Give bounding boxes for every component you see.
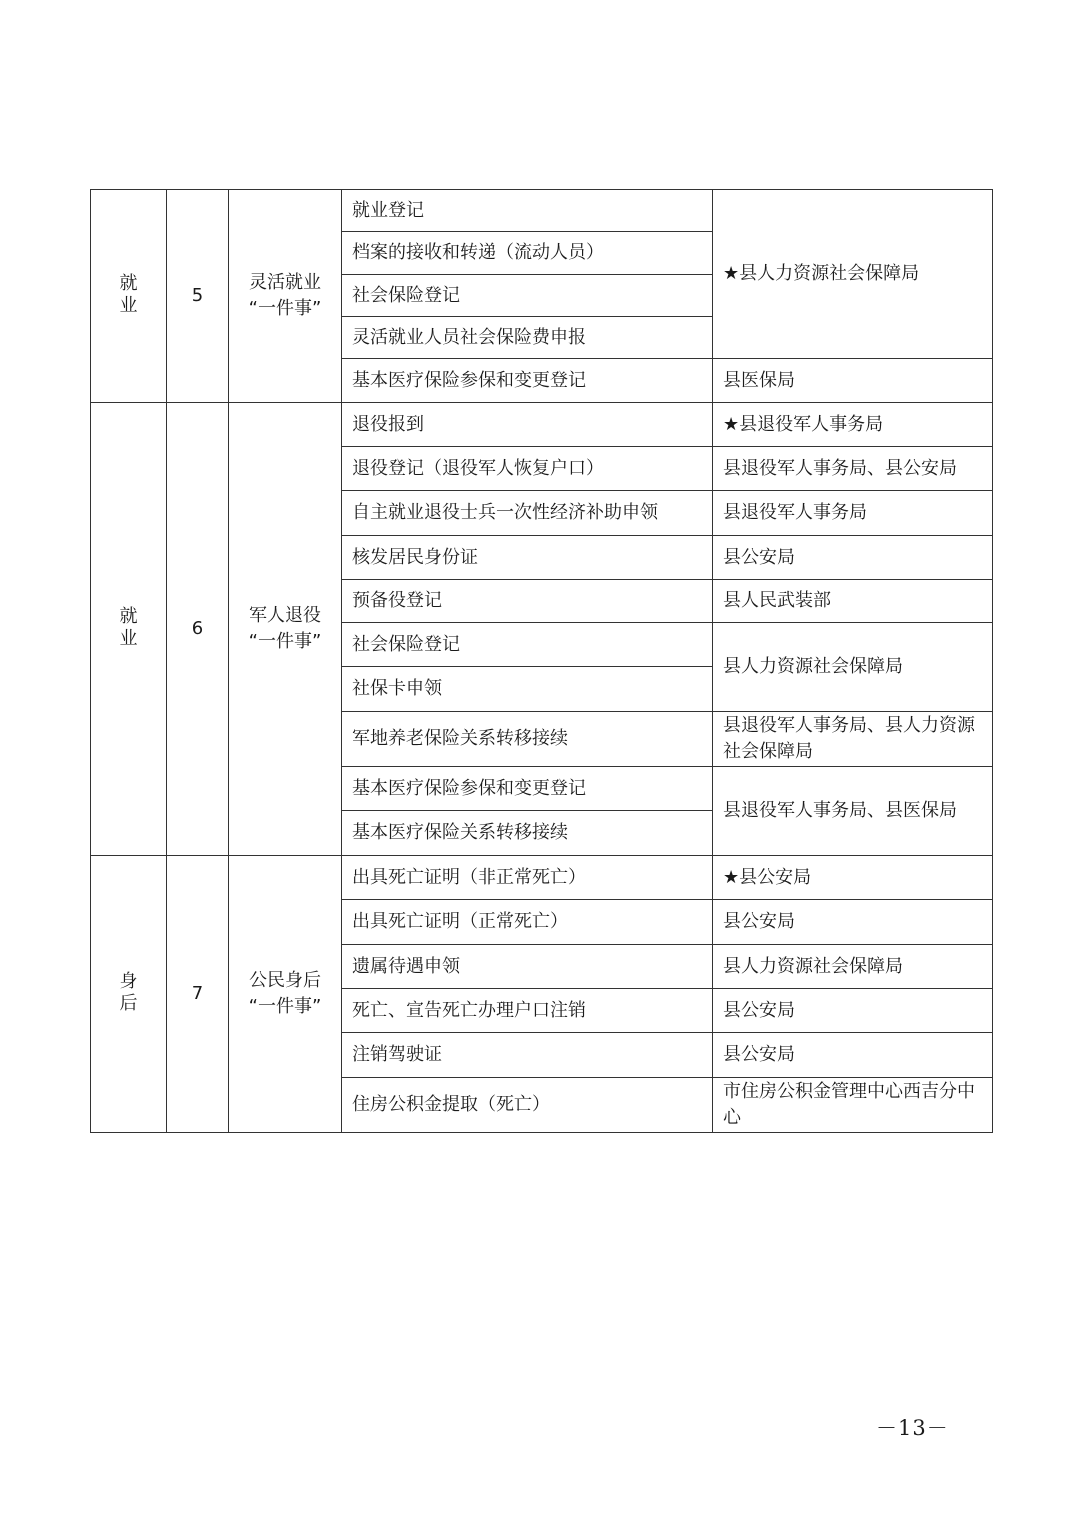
item-cell: 退役报到	[342, 403, 713, 447]
dept-cell: 市住房公积金管理中心西吉分中心	[713, 1078, 993, 1133]
item-cell: 档案的接收和转递（流动人员）	[342, 232, 713, 275]
title-cell: 军人退役 “一件事”	[229, 403, 342, 856]
page-number: －13－	[876, 1416, 949, 1440]
dept-cell: 县公安局	[713, 989, 993, 1033]
table-row	[91, 403, 993, 447]
title-cell: 公民身后 “一件事”	[229, 856, 342, 1133]
services-table	[90, 189, 993, 1133]
dept-cell: 县退役军人事务局、县医保局	[713, 767, 993, 856]
dept-cell: 县公安局	[713, 900, 993, 945]
item-cell: 核发居民身份证	[342, 536, 713, 580]
item-cell: 注销驾驶证	[342, 1033, 713, 1078]
number-cell: 6	[167, 403, 229, 856]
dept-cell: 县退役军人事务局	[713, 491, 993, 536]
category-cell: 就业	[91, 403, 167, 856]
dept-cell: 县医保局	[713, 359, 993, 403]
dept-cell: 县公安局	[713, 536, 993, 580]
number-cell: 7	[167, 856, 229, 1133]
number-cell: 5	[167, 190, 229, 403]
category-cell: 身后	[91, 856, 167, 1133]
dept-cell: 县人民武装部	[713, 580, 993, 623]
table-row	[91, 190, 993, 232]
item-cell: 就业登记	[342, 190, 713, 232]
item-cell: 出具死亡证明（非正常死亡）	[342, 856, 713, 900]
item-cell: 遗属待遇申领	[342, 945, 713, 989]
dept-cell: 县退役军人事务局、县公安局	[713, 447, 993, 491]
dept-cell: ★县退役军人事务局	[713, 403, 993, 447]
title-cell: 灵活就业 “一件事”	[229, 190, 342, 403]
dept-cell: 县公安局	[713, 1033, 993, 1078]
item-cell: 社保卡申领	[342, 667, 713, 712]
dept-cell: ★县公安局	[713, 856, 993, 900]
item-cell: 退役登记（退役军人恢复户口）	[342, 447, 713, 491]
item-cell: 出具死亡证明（正常死亡）	[342, 900, 713, 945]
dept-cell: ★县人力资源社会保障局	[713, 190, 993, 359]
item-cell: 基本医疗保险参保和变更登记	[342, 767, 713, 811]
dept-cell: 县人力资源社会保障局	[713, 623, 993, 712]
item-cell: 社会保险登记	[342, 275, 713, 317]
item-cell: 死亡、宣告死亡办理户口注销	[342, 989, 713, 1033]
category-cell: 就业	[91, 190, 167, 403]
dept-cell: 县退役军人事务局、县人力资源社会保障局	[713, 712, 993, 767]
item-cell: 灵活就业人员社会保险费申报	[342, 317, 713, 359]
item-cell: 社会保险登记	[342, 623, 713, 667]
dept-cell: 县人力资源社会保障局	[713, 945, 993, 989]
item-cell: 基本医疗保险参保和变更登记	[342, 359, 713, 403]
item-cell: 基本医疗保险关系转移接续	[342, 811, 713, 856]
item-cell: 预备役登记	[342, 580, 713, 623]
item-cell: 自主就业退役士兵一次性经济补助申领	[342, 491, 713, 536]
item-cell: 军地养老保险关系转移接续	[342, 712, 713, 767]
item-cell: 住房公积金提取（死亡）	[342, 1078, 713, 1133]
table-row	[91, 856, 993, 900]
